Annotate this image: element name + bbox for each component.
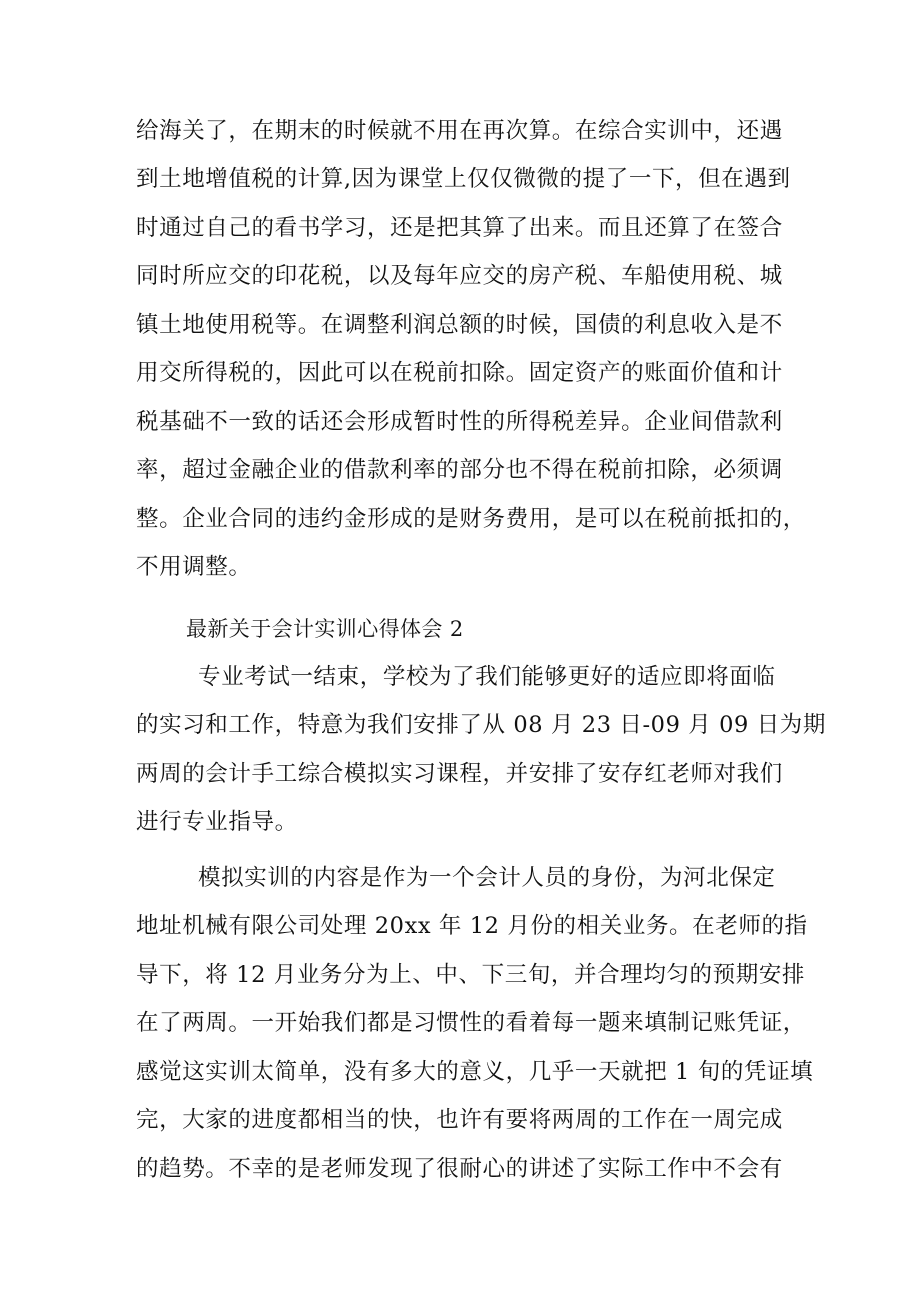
text-line: 时通过自己的看书学习，还是把其算了出来。而且还算了在签合 xyxy=(136,215,783,241)
text-line: 的实习和工作，特意为我们安排了从 08 月 23 日-09 月 09 日为期 xyxy=(136,712,826,738)
text-line: 给海关了，在期末的时候就不用在再次算。在综合实训中，还遇 xyxy=(136,118,783,144)
text-line: 同时所应交的印花税，以及每年应交的房产税、车船使用税、城 xyxy=(136,263,783,289)
text-line: 用交所得税的，因此可以在税前扣除。固定资产的账面价值和计 xyxy=(136,360,783,386)
text-line: 镇土地使用税等。在调整利润总额的时候，国债的利息收入是不 xyxy=(136,312,783,338)
text-line: 进行专业指导。 xyxy=(136,809,298,835)
section-heading: 最新关于会计实训心得体会 2 xyxy=(186,617,464,641)
text-line: 两周的会计手工综合模拟实习课程，并安排了安存红老师对我们 xyxy=(136,761,783,787)
text-line: 到土地增值税的计算,因为课堂上仅仅微微的提了一下，但在遇到 xyxy=(136,166,791,192)
text-line: 模拟实训的内容是作为一个会计人员的身份，为河北保定 xyxy=(136,865,776,891)
text-line: 不用调整。 xyxy=(136,554,252,580)
text-line: 地址机械有限公司处理 20xx 年 12 月份的相关业务。在老师的指 xyxy=(136,913,808,939)
text-line: 在了两周。一开始我们都是习惯性的看着每一题来填制记账凭证， xyxy=(136,1010,806,1036)
text-line: 整。企业合同的违约金形成的是财务费用，是可以在税前抵扣的， xyxy=(136,506,806,532)
text-line: 的趋势。不幸的是老师发现了很耐心的讲述了实际工作中不会有 xyxy=(136,1156,783,1182)
text-line: 专业考试一结束，学校为了我们能够更好的适应即将面临 xyxy=(136,664,776,690)
text-line: 导下，将 12 月业务分为上、中、下三旬，并合理均匀的预期安排 xyxy=(136,962,806,988)
text-line: 完，大家的进度都相当的快，也许有要将两周的工作在一周完成 xyxy=(136,1107,783,1133)
text-line: 税基础不一致的话还会形成暂时性的所得税差异。企业间借款利 xyxy=(136,409,783,435)
text-line: 感觉这实训太简单，没有多大的意义，几乎一天就把 1 旬的凭证填 xyxy=(136,1059,814,1085)
text-line: 率，超过金融企业的借款利率的部分也不得在税前扣除，必须调 xyxy=(136,457,783,483)
